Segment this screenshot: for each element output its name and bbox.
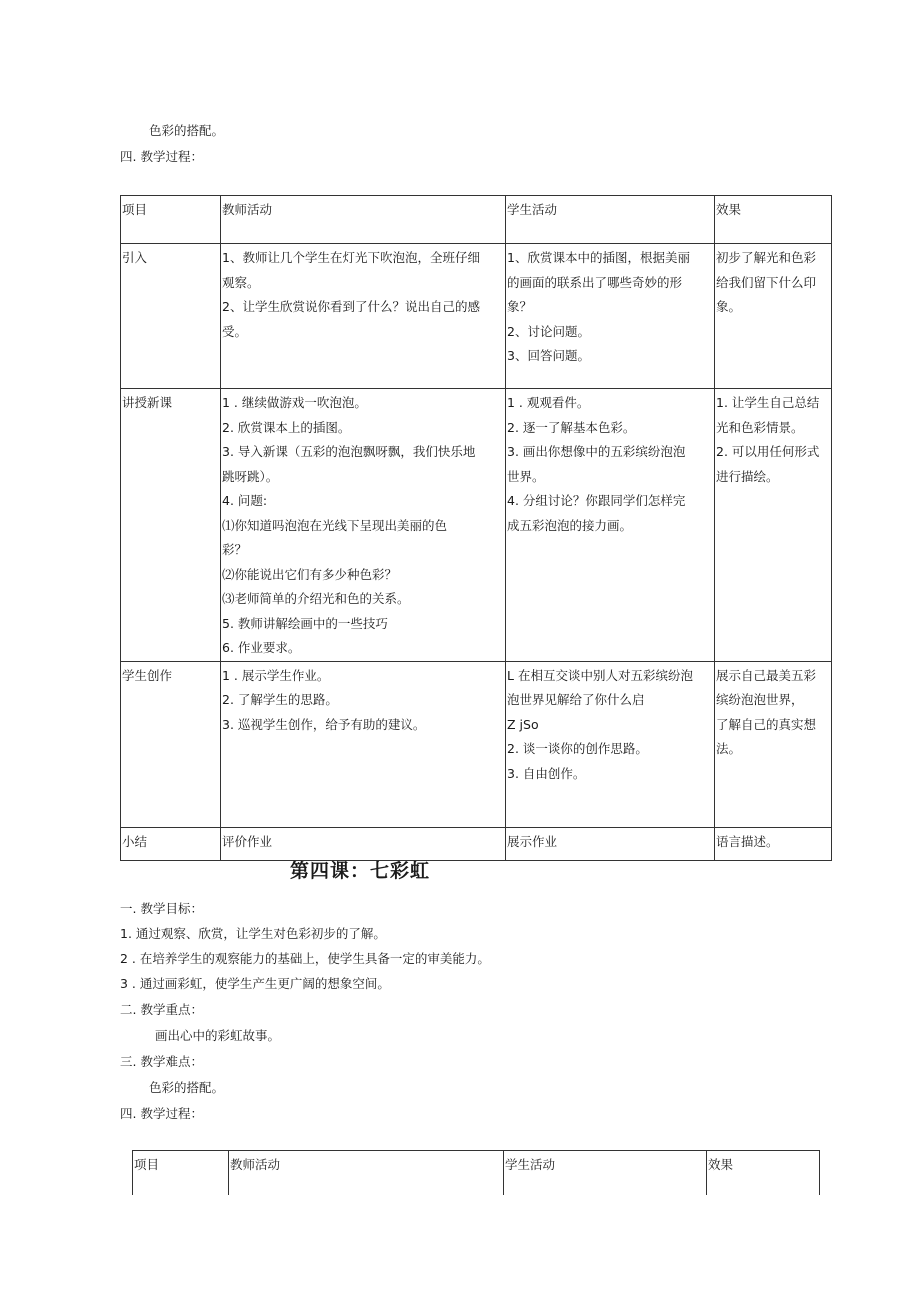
goals-heading: 一. 教学目标： — [120, 901, 203, 916]
difficulty-heading: 三. 教学难点： — [120, 1054, 203, 1069]
row-teacher: 1、教师让几个学生在灯光下吹泡泡，全班仔细 观察。 2、让学生欣赏说你看到了什么？说出自己的感 受。 — [221, 244, 506, 389]
table-row — [121, 389, 832, 662]
header-effect: 效果 — [707, 1151, 820, 1195]
row-item: 讲授新课 — [121, 389, 221, 662]
goal-item: 3 . 通过画彩虹，使学生产生更广阔的想象空间。 — [120, 976, 390, 991]
row-student: L 在相互交谈中别人对五彩缤纷泡 泡世界见解给了你什么启 Z jSo 2. 谈一谈你的创作思路。 3. 自由创作。 — [506, 661, 715, 827]
row-effect: 1. 让学生自己总结 光和色彩情景。 2. 可以用任何形式 进行描绘。 — [715, 389, 832, 662]
row-student: 展示作业 — [506, 827, 715, 860]
row-student: 1、欣赏课本中的插图，根据美丽 的画面的联系出了哪些奇妙的形 象？ 2、讨论问题。 3、回答问题。 — [506, 244, 715, 389]
lesson-title: 第四课：七彩虹 — [290, 860, 431, 882]
table-row — [121, 827, 832, 860]
row-effect: 展示自己最美五彩 缤纷泡泡世界， 了解自己的真实想 法。 — [715, 661, 832, 827]
header-student: 学生活动 — [504, 1151, 707, 1195]
table-header-row — [133, 1151, 820, 1195]
row-effect: 语言描述。 — [715, 827, 832, 860]
header-student: 学生活动 — [506, 196, 715, 244]
row-student: 1 . 观观看件。 2. 逐一了解基本色彩。 3. 画出你想像中的五彩缤纷泡泡 世界。 4. 分组讨论？你跟同学们怎样完 成五彩泡泡的接力画。 — [506, 389, 715, 662]
header-item: 项目 — [133, 1151, 229, 1195]
row-item: 小结 — [121, 827, 221, 860]
header-effect: 效果 — [715, 196, 832, 244]
header-item: 项目 — [121, 196, 221, 244]
process-heading: 四. 教学过程： — [120, 1106, 203, 1121]
key-heading: 二. 教学重点： — [120, 1002, 203, 1017]
table-header-row — [121, 196, 832, 244]
row-item: 学生创作 — [121, 661, 221, 827]
row-teacher: 1 . 继续做游戏一吹泡泡。 2. 欣赏课本上的插图。 3. 导入新课（五彩的泡泡飘呀飘，我们快乐地 跳呀跳）。 4. 问题: ⑴你知道吗泡泡在光线下呈现出美丽的色 彩？ ⑵你能说出它们有多少种色彩？ ⑶老师简单的介绍光和色的关系。 5. 教师讲解绘画中的一些技巧 6. 作业要求。 — [221, 389, 506, 662]
row-effect: 初步了解光和色彩 给我们留下什么印 象。 — [715, 244, 832, 389]
row-item: 引入 — [121, 244, 221, 389]
row-teacher: 评价作业 — [221, 827, 506, 860]
goal-item: 2 . 在培养学生的观察能力的基础上，使学生具备一定的审美能力。 — [120, 951, 490, 966]
top-line-2: 四. 教学过程： — [120, 149, 203, 164]
goal-item: 1. 通过观察、欣赏，让学生对色彩初步的了解。 — [120, 926, 386, 941]
table-row — [121, 244, 832, 389]
key-point: 画出心中的彩虹故事。 — [155, 1028, 281, 1043]
table-row — [121, 661, 832, 827]
top-line-1: 色彩的搭配。 — [149, 123, 225, 138]
difficulty-point: 色彩的搭配。 — [149, 1080, 225, 1095]
process-table-2 — [132, 1150, 820, 1195]
header-teacher: 教师活动 — [221, 196, 506, 244]
row-teacher: 1 . 展示学生作业。 2. 了解学生的思路。 3. 巡视学生创作，给予有助的建议。 — [221, 661, 506, 827]
header-teacher: 教师活动 — [229, 1151, 504, 1195]
process-table-1 — [120, 195, 832, 861]
